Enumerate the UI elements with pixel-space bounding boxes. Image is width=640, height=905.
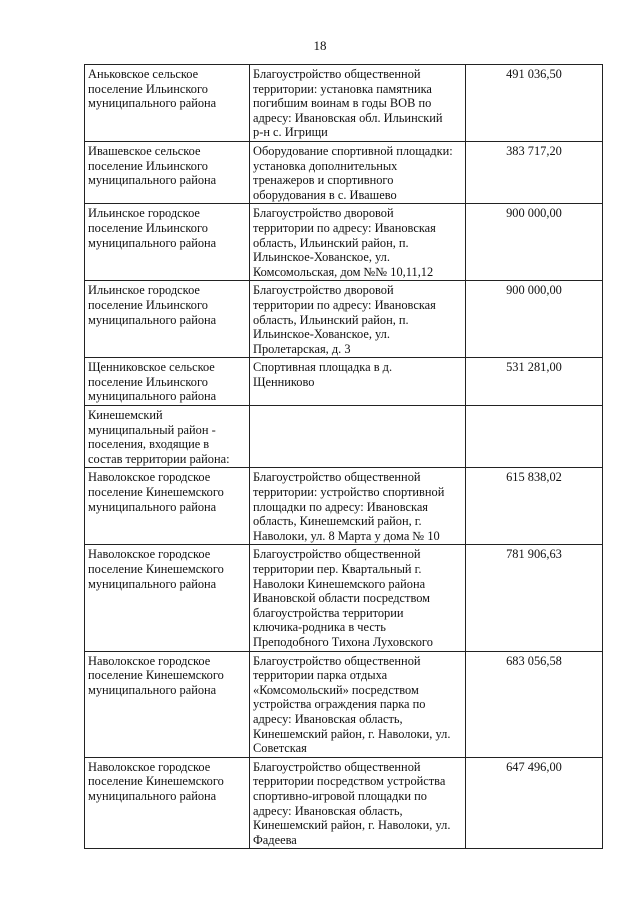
description-cell: Оборудование спортивной площадки: установка дополнительных тренажеров и спортивного оборудования в с. Ивашево: [250, 141, 466, 203]
description-cell: Благоустройство общественной территории парка отдыха «Комсомольский» посредством устройства ограждения парка по адресу: Ивановская область, Кинешемский район, г. Наволоки, ул. Советская: [250, 651, 466, 757]
amount-cell: 383 717,20: [466, 141, 603, 203]
description-cell: Благоустройство общественной территории: установка памятника погибшим воинам в годы ВОВ по адресу: Ивановская обл. Ильинский р-н с. Игрищи: [250, 65, 466, 142]
table-row: [85, 468, 603, 545]
municipality-cell: Наволокское городское поселение Кинешемского муниципального района: [85, 651, 250, 757]
amount-cell: 531 281,00: [466, 358, 603, 406]
table-row: [85, 204, 603, 281]
municipality-cell: Ильинское городское поселение Ильинского муниципального района: [85, 204, 250, 281]
amount-cell: 900 000,00: [466, 281, 603, 358]
description-cell: Благоустройство общественной территории пер. Квартальный г. Наволоки Кинешемского района Ивановской области посредством благоустройства территории ключика-родника в честь Преподобного Тихона Луховского: [250, 545, 466, 651]
description-cell: Благоустройство дворовой территории по адресу: Ивановская область, Ильинский район, п. Ильинское-Хованское, ул. Комсомольская, дом №№ 10,11,12: [250, 204, 466, 281]
description-cell: Благоустройство общественной территории: устройство спортивной площадки по адресу: Ивановская область, Кинешемский район, г. Наволоки, ул. 8 Марта у дома № 10: [250, 468, 466, 545]
municipality-cell: Наволокское городское поселение Кинешемского муниципального района: [85, 757, 250, 849]
amount-cell: 900 000,00: [466, 204, 603, 281]
funding-table: [84, 64, 603, 849]
district-header-cell: Кинешемский муниципальный район - поселения, входящие в состав территории района:: [85, 406, 250, 468]
amount-cell: 615 838,02: [466, 468, 603, 545]
amount-cell: 683 056,58: [466, 651, 603, 757]
page-number: 18: [313, 38, 327, 53]
table-row: [85, 281, 603, 358]
municipality-cell: Наволокское городское поселение Кинешемского муниципального района: [85, 468, 250, 545]
table-row: [85, 406, 603, 468]
table-row: [85, 141, 603, 203]
municipality-cell: Ильинское городское поселение Ильинского муниципального района: [85, 281, 250, 358]
amount-cell: 647 496,00: [466, 757, 603, 849]
amount-cell: 781 906,63: [466, 545, 603, 651]
description-cell: [250, 406, 466, 468]
description-cell: Благоустройство дворовой территории по адресу: Ивановская область, Ильинский район, п. Ильинское-Хованское, ул. Пролетарская, д. 3: [250, 281, 466, 358]
table-row: [85, 358, 603, 406]
municipality-cell: Аньковское сельское поселение Ильинского муниципального района: [85, 65, 250, 142]
municipality-cell: Ивашевское сельское поселение Ильинского муниципального района: [85, 141, 250, 203]
amount-cell: [466, 406, 603, 468]
description-cell: Благоустройство общественной территории посредством устройства спортивно-игровой площадки по адресу: Ивановская область, Кинешемский район, г. Наволоки, ул. Фадеева: [250, 757, 466, 849]
amount-cell: 491 036,50: [466, 65, 603, 142]
description-cell: Спортивная площадка в д. Щенниково: [250, 358, 466, 406]
municipality-cell: Щенниковское сельское поселение Ильинского муниципального района: [85, 358, 250, 406]
municipality-cell: Наволокское городское поселение Кинешемского муниципального района: [85, 545, 250, 651]
table-row: [85, 545, 603, 651]
table-row: [85, 757, 603, 849]
table-row: [85, 65, 603, 142]
table-row: [85, 651, 603, 757]
